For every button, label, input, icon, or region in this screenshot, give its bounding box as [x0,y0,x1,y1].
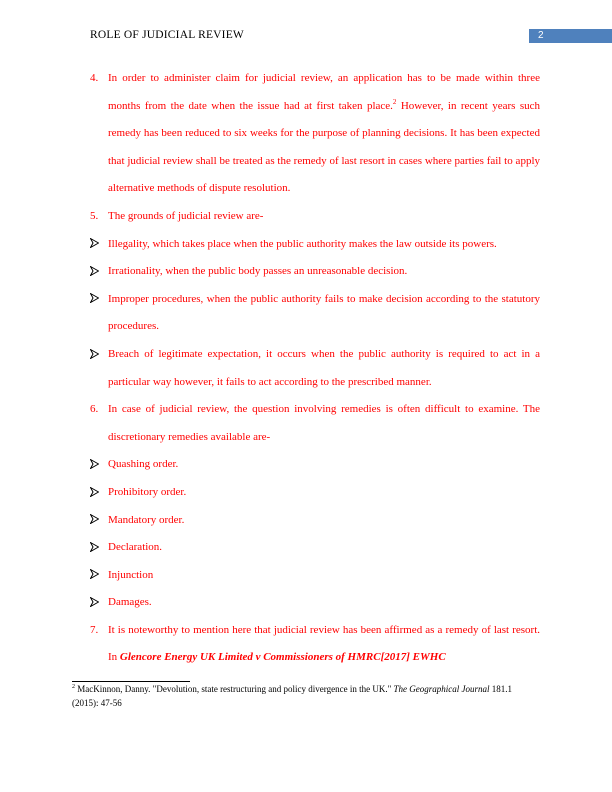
arrowhead-bullet-icon [90,589,106,617]
list-number: 5. [90,209,99,222]
list-number: 6. [90,403,99,416]
body-content [90,65,540,672]
bullet-text: Injunction [108,568,154,581]
numbered-paragraph-6 [90,396,540,451]
page-number-badge: 2 [529,29,612,43]
bullet-text: Illegality, which takes place when the public authority makes the law outside its powers. [108,237,497,250]
bullet-text: Improper procedures, when the public authority fails to make decision according to the statutory procedures. [108,292,540,333]
paragraph-text: In order to administer claim for judicial review, an application has to be made within three months from the date when the issue had at first taken place. [108,72,540,112]
paragraph-text: In case of judicial review, the question involving remedies is often difficult to examine. The discretionary remedies available are- [108,403,540,443]
grounds-bullet-list [90,231,540,397]
journal-title: The Geographical Journal [393,684,490,694]
footnote-separator [72,681,190,682]
bullet-item [90,231,540,259]
numbered-paragraph-4 [90,65,540,203]
remedies-bullet-list [90,451,540,617]
arrowhead-bullet-icon [90,286,106,314]
bullet-text: Mandatory order. [108,513,185,526]
list-number: 7. [90,623,99,636]
paragraph-text: However, in recent years such remedy has been reduced to six weeks for the purpose of planning decisions. It has been expected that judicial review shall be treated as the remedy of last resort in cases where parties fail to apply alternative methods of dispute resolution. [108,99,540,195]
bullet-text: Declaration. [108,541,163,554]
numbered-paragraph-5 [90,203,540,231]
paragraph-text: It is noteworthy to mention here that judicial review has been affirmed as a remedy of last resort. In [108,623,540,664]
list-number: 4. [90,72,99,84]
bullet-item [90,562,540,590]
bullet-text: Breach of legitimate expectation, it occurs when the public authority is required to act in a particular way however, it fails to act according to the prescribed manner. [108,347,540,388]
arrowhead-bullet-icon [90,562,106,590]
case-citation: Glencore Energy UK Limited v Commissioners of HMRC[2017] EWHC [119,651,446,664]
arrowhead-bullet-icon [90,258,106,286]
bullet-item [90,451,540,479]
bullet-item [90,507,540,535]
arrowhead-bullet-icon [90,507,106,535]
arrowhead-bullet-icon [90,231,106,259]
arrowhead-bullet-icon [90,479,106,507]
bullet-item [90,258,540,286]
footnote [72,683,532,710]
footnote-text: MacKinnon, Danny. "Devolution, state restructuring and policy divergence in the UK." [75,684,394,694]
bullet-item [90,479,540,507]
bullet-text: Prohibitory order. [108,485,187,498]
bullet-item [90,341,540,396]
footnote-reference[interactable]: 2 [392,97,397,106]
arrowhead-bullet-icon [90,341,106,369]
footnote-number: 2 [72,684,75,690]
bullet-item [90,286,540,341]
bullet-text: Quashing order. [108,458,179,471]
bullet-item [90,589,540,617]
bullet-text: Irrationality, when the public body passes an unreasonable decision. [108,265,408,278]
footnote-text: 181.1 (2015): 47-56 [72,684,513,708]
arrowhead-bullet-icon [90,534,106,562]
paragraph-text: The grounds of judicial review are- [108,209,264,222]
arrowhead-bullet-icon [90,451,106,479]
numbered-paragraph-7 [90,617,540,672]
bullet-item [90,534,540,562]
bullet-text: Damages. [108,596,152,609]
running-head-title: ROLE OF JUDICIAL REVIEW [90,29,244,41]
